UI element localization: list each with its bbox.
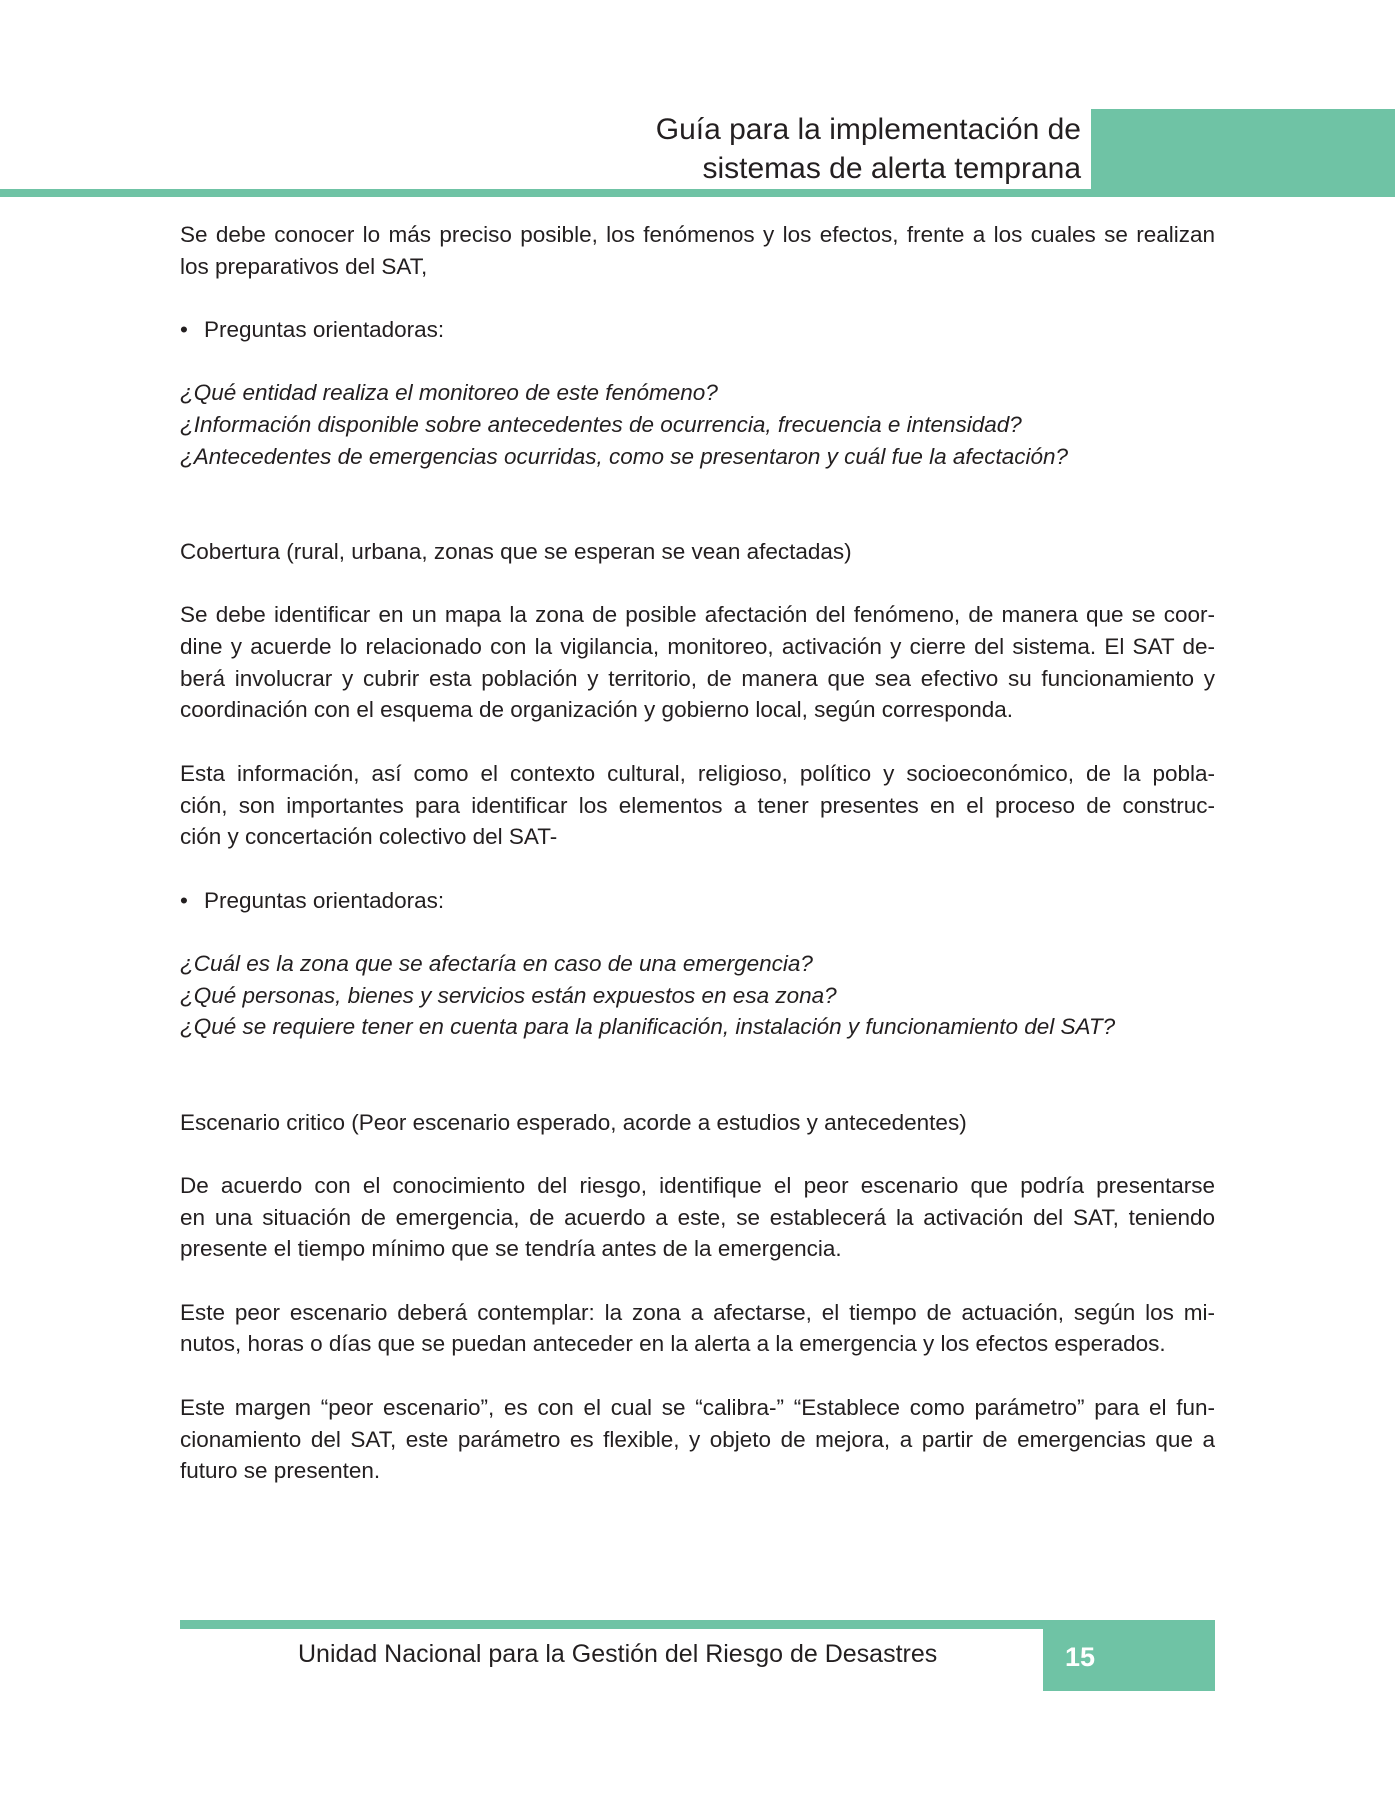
paragraph (180, 599, 1215, 726)
footer-organization: Unidad Nacional para la Gestión del Riesgo de Desastres (298, 1640, 938, 1668)
guiding-questions (180, 377, 1215, 472)
text-line: ¿Información disponible sobre antecedentes de ocurrencia, frecuencia e intensidad? (180, 412, 1022, 438)
paragraph (180, 758, 1215, 853)
paragraph (180, 536, 1215, 568)
bullet-icon: • (180, 887, 188, 913)
bullet-item (180, 885, 1215, 917)
text-line: futuro se presenten. (180, 1458, 381, 1484)
guiding-questions (180, 948, 1215, 1043)
text-line: ¿Cuál es la zona que se afectaría en caso de una emergencia? (180, 951, 813, 977)
paragraph (180, 1392, 1215, 1487)
header-accent-block (1091, 109, 1395, 197)
text-line: Se debe identificar en un mapa la zona de posible afectación del fenómeno, de manera que se coor- (180, 602, 1215, 628)
text-line: ción, son importantes para identificar los elementos a tener presentes en el proceso de construc- (180, 792, 1215, 818)
text-line: presente el tiempo mínimo que se tendría antes de la emergencia. (180, 1236, 842, 1262)
bullet-text: Preguntas orientadoras: (204, 317, 445, 343)
document-title (656, 110, 1081, 188)
text-line: Este margen “peor escenario”, es con el cual se “calibra-” “Establece como parámetro” para el fun- (180, 1394, 1215, 1420)
paragraph (180, 219, 1215, 282)
bullet-icon: • (180, 317, 188, 343)
bullet-text: Preguntas orientadoras: (204, 887, 445, 913)
text-line: ¿Qué se requiere tener en cuenta para la planificación, instalación y funcionamiento del SAT? (180, 1014, 1116, 1040)
text-line: ¿Antecedentes de emergencias ocurridas, como se presentaron y cuál fue la afectación? (180, 443, 1069, 469)
text-line: nutos, horas o días que se puedan anteceder en la alerta a la emergencia y los efectos esperados. (180, 1331, 1166, 1357)
text-line: Esta información, así como el contexto cultural, religioso, político y socioeconómico, de la pobla- (180, 760, 1215, 786)
text-line: ¿Qué entidad realiza el monitoreo de este fenómeno? (180, 380, 718, 406)
page-number: 15 (1065, 1642, 1096, 1672)
text-line: Cobertura (rural, urbana, zonas que se esperan se vean afectadas) (180, 538, 852, 564)
text-line: en una situación de emergencia, de acuerdo a este, se establecerá la activación del SAT, teniendo (180, 1204, 1215, 1230)
title-line-2: sistemas de alerta temprana (702, 152, 1081, 185)
text-line: ción y concertación colectivo del SAT- (180, 824, 558, 850)
text-line: cionamiento del SAT, este parámetro es flexible, y objeto de mejora, a partir de emergencias que a (180, 1426, 1215, 1452)
paragraph (180, 1297, 1215, 1360)
text-line: Se debe conocer lo más preciso posible, los fenómenos y los efectos, frente a los cuales se realizan (180, 222, 1215, 247)
bullet-item (180, 314, 1215, 346)
text-line (180, 885, 1215, 917)
text-line: coordinación con el esquema de organización y gobierno local, según corresponda. (180, 697, 1014, 723)
paragraph (180, 1107, 1215, 1139)
page-number-box (1043, 1620, 1215, 1691)
text-line: Escenario critico (Peor escenario esperado, acorde a estudios y antecedentes) (180, 1109, 967, 1135)
text-line: dine y acuerde lo relacionado con la vigilancia, monitoreo, activación y cierre del sistema. El SAT de- (180, 634, 1215, 660)
text-line: ¿Qué personas, bienes y servicios están expuestos en esa zona? (180, 982, 837, 1008)
text-line (180, 314, 1215, 346)
text-line: De acuerdo con el conocimiento del riesgo, identifique el peor escenario que podría presentarse (180, 1172, 1215, 1198)
page-body (180, 219, 1215, 1487)
text-line: berá involucrar y cubrir esta población y territorio, de manera que sea efectivo su funcionamiento y (180, 665, 1215, 691)
title-line-1: Guía para la implementación de (655, 113, 1081, 146)
paragraph (180, 1170, 1215, 1265)
text-line: los preparativos del SAT, (180, 253, 428, 279)
text-line: Este peor escenario deberá contemplar: la zona a afectarse, el tiempo de actuación, según los mi- (180, 1299, 1215, 1325)
